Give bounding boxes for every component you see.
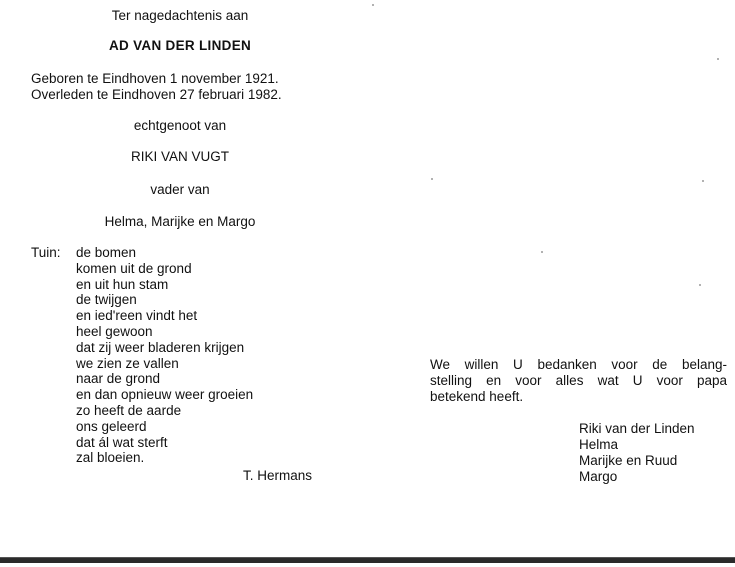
poem-line: naar de grond	[76, 371, 161, 387]
thanks-line: We willen U bedanken voor de belang-	[430, 357, 727, 372]
poem-line: de bomen	[76, 245, 137, 260]
scan-speck	[699, 284, 701, 286]
scan-speck	[372, 4, 374, 6]
poem-line: de twijgen	[76, 292, 137, 308]
poem-line: zo heeft de aarde	[76, 402, 182, 418]
signer: Helma	[579, 437, 619, 452]
poem-line: dat zij weer bladeren krijgen	[76, 339, 245, 355]
poem-line: en uit hun stam	[76, 276, 169, 292]
signer: Riki van der Linden	[579, 421, 695, 436]
scan-speck	[717, 58, 719, 60]
signers	[579, 421, 695, 485]
poem-label: Tuin:	[31, 245, 61, 260]
poem-author: T. Hermans	[243, 468, 313, 483]
deceased-name: AD VAN DER LINDEN	[108, 38, 252, 53]
bottom-border	[0, 557, 735, 563]
thanks-message	[430, 357, 727, 405]
thanks-line: betekend heeft.	[430, 389, 524, 404]
thanks-line: stelling en voor alles wat U voor papa	[430, 373, 727, 388]
scan-speck	[702, 180, 704, 182]
poem-line: zal bloeien.	[76, 450, 145, 466]
children-label: vader van	[150, 182, 210, 197]
poem-line: heel gewoon	[76, 323, 153, 339]
death-line: Overleden te Eindhoven 27 februari 1982.	[31, 87, 282, 102]
scan-speck	[431, 178, 433, 180]
spouse-name: RIKI VAN VUGT	[130, 149, 229, 164]
scan-speck	[541, 251, 543, 253]
intro-text: Ter nagedachtenis aan	[111, 8, 249, 23]
poem-line: we zien ze vallen	[76, 355, 179, 371]
spouse-label: echtgenoot van	[133, 118, 227, 133]
birth-line: Geboren te Eindhoven 1 november 1921.	[31, 71, 279, 86]
children-names: Helma, Marijke en Margo	[104, 214, 256, 229]
signer: Margo	[579, 469, 618, 484]
poem-line: en ied'reen vindt het	[76, 308, 198, 324]
poem-line: komen uit de grond	[76, 260, 192, 276]
poem-line: dat ál wat sterft	[76, 434, 168, 450]
poem-line: ons geleerd	[76, 418, 147, 434]
signer: Marijke en Ruud	[579, 453, 678, 468]
poem-line: en dan opnieuw weer groeien	[76, 387, 254, 403]
poem	[76, 245, 253, 466]
